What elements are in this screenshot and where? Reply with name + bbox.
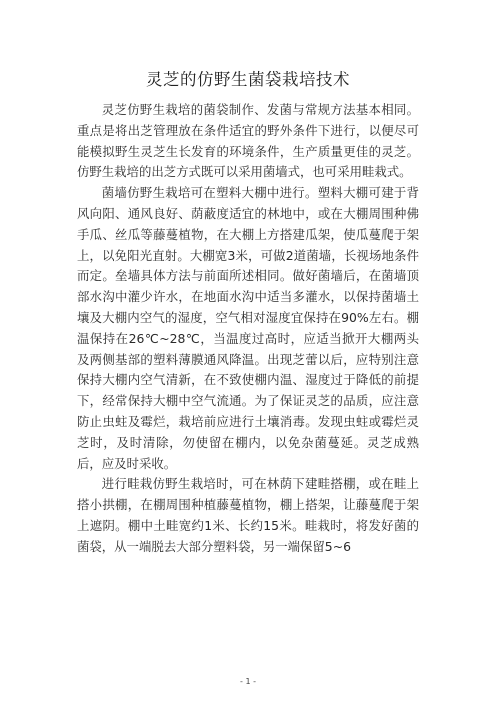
- document-title: 灵芝的仿野生菌袋栽培技术: [146, 70, 350, 89]
- paragraph-intro: 灵芝仿野生栽培的菌袋制作、发菌与常规方法基本相同。重点是将出芝管理放在条件适宜的野外条件下进行，以便尽可能模拟野生灵芝生长发育的环境条件，生产质量更佳的灵芝。仿野生栽培的出芝方式既可以采用菌墙式，也可采用畦栽式。: [77, 102, 419, 180]
- paragraph-bed-cultivation: 进行畦栽仿野生栽培时，可在林荫下建畦搭棚，或在畦上搭小拱棚，在棚周围种植藤蔓植物，棚上搭架，让藤蔓爬于架上遮阴。棚中土畦宽约1米、长约15米。畦栽时，将发好菌的菌袋，从一端脱去大部分塑料袋，另一端保留5~6: [77, 476, 419, 554]
- page-number: - 1 -: [240, 677, 256, 686]
- document-body: [77, 100, 419, 558]
- paragraph-greenhouse-wall: 菌墙仿野生栽培可在塑料大棚中进行。塑料大棚可建于背风向阳、通风良好、荫蔽度适宜的林地中，或在大棚周围种佛手瓜、丝瓜等藤蔓植物，在大棚上方搭建瓜架，使瓜蔓爬于架上，以免阳光直射。大棚宽3米，可做2道菌墙，长视场地条件而定。垒墙具体方法与前面所述相同。做好菌墙后，在菌墙顶部水沟中灌少许水，在地面水沟中适当多灌水，以保持菌墙土壤及大棚内空气的湿度，空气相对湿度宜保持在90%左右。棚温保持在26℃~28℃，当温度过高时，应适当掀开大棚两头及两侧基部的塑料薄膜通风降温。出现芝蕾以后，应特别注意保持大棚内空气清新，在不致使棚内温、湿度过于降低的前提下，经常保持大棚中空气流通。为了保证灵芝的品质，应注意防止虫蛀及霉烂，栽培前应进行土壤消毒。发现虫蛀或霉烂灵芝时，及时清除，勿使留在棚内，以免杂菌蔓延。灵芝成熟后，应及时采收。: [77, 185, 419, 471]
